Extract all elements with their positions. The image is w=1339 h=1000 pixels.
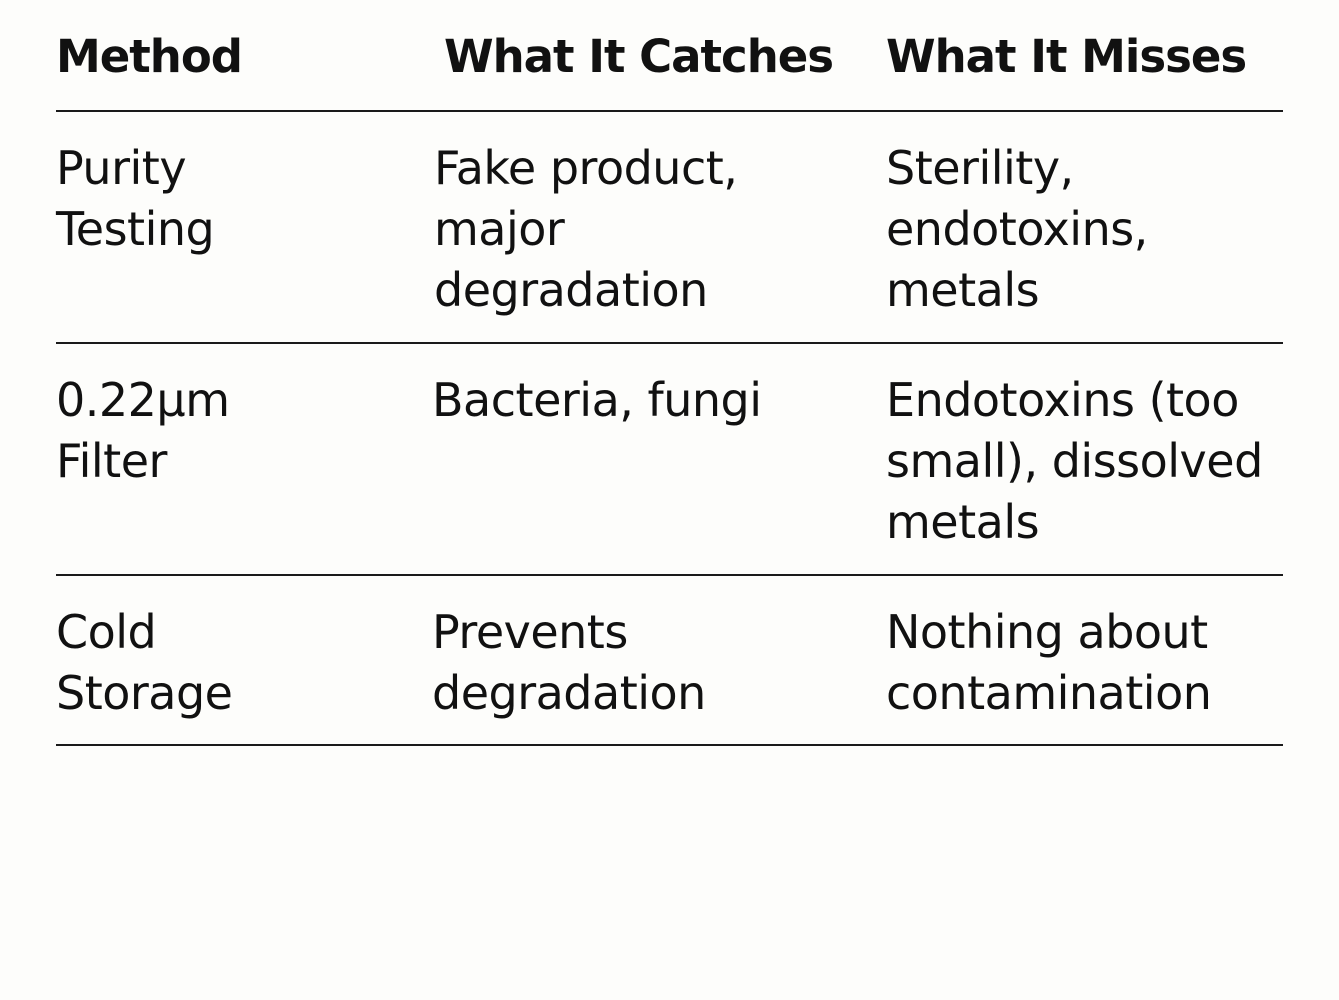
comparison-table [56,0,1283,746]
cell-method: 0.22μm Filter [56,373,230,488]
cell-catches: Bacteria, fungi [432,373,762,427]
header-what-it-misses: What It Misses [886,30,1247,83]
cell-catches: Prevents degradation [432,605,706,720]
header-what-it-catches: What It Catches [444,30,834,83]
cell-method: Purity Testing [56,141,215,256]
table-header-row [56,0,1283,112]
cell-misses: Endotoxins (too small), dissolved metals [886,373,1263,549]
cell-misses: Sterility, endotoxins, metals [886,141,1148,317]
header-method: Method [56,30,242,83]
table-row [56,576,1283,746]
cell-method: Cold Storage [56,605,233,720]
table-row [56,344,1283,576]
cell-catches: Fake product, major degradation [434,141,738,317]
table-row [56,112,1283,344]
cell-misses: Nothing about contamination [886,605,1212,720]
